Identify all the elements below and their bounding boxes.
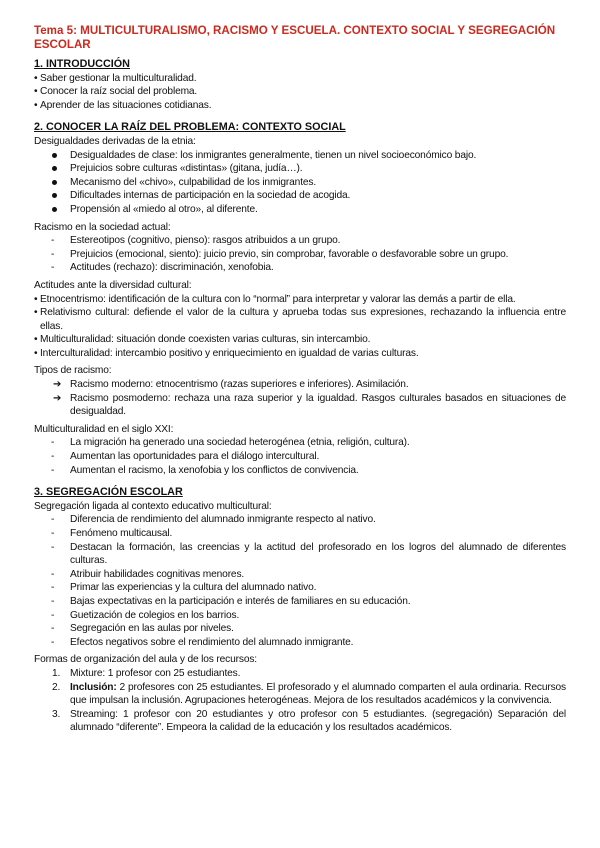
list-item: Propensión al «miedo al otro», al diferente. [34,203,566,217]
formas-list [34,667,566,735]
list-item: Mecanismo del «chivo», culpabilidad de los inmigrantes. [34,176,566,190]
list-item: 2. Inclusión: 2 profesores con 25 estudiantes. El profesorado y el alumnado comparten el aula ordinaria. Recursos que impulsan la inclusión. Agrupaciones heterogéneas. Mejora de los resultados académicos y la convivencia. [52,681,566,707]
bullet-circle-icon [52,180,57,185]
list-item: - Destacan la formación, las creencias y la actitud del profesorado en los logros del alumnado de diferentes culturas. [51,541,566,567]
bullet-dot: • [34,72,38,84]
tipos-intro: Tipos de racismo: [34,365,112,377]
racismo-intro: Racismo en la sociedad actual: [34,221,171,233]
actitudes-intro: Actitudes ante la diversidad cultural: [34,279,192,291]
list-item: • Interculturalidad: intercambio positivo y enriquecimiento en igualdad de varias culturas. [34,347,419,359]
list-item: - Guetización de colegios en los barrios. [51,609,240,621]
list-item: - Prejuicios (emocional, siento): juicio previo, sin comprobar, favorable o desfavorable sobre un grupo. [51,248,509,260]
desigualdades-list [34,149,566,217]
list-item: 3. Streaming: 1 profesor con 20 estudiantes y otro profesor con 5 estudiantes. (segregación) Separación del alumnado “diferente”. Empeora la calidad de la educación y los resultados académicos. [52,708,566,734]
heading-introduccion: 1. INTRODUCCIÓN [34,58,130,70]
bullet-dot: • [34,334,38,346]
tipos-list [34,378,566,419]
racismo-list [34,234,566,275]
heading-contexto-social: 2. CONOCER LA RAÍZ DEL PROBLEMA: CONTEXTO SOCIAL [34,121,346,134]
list-item: • Multiculturalidad: situación donde coexisten varias culturas, sin intercambio. [34,334,371,346]
list-item: - Atribuir habilidades cognitivas menores. [51,568,245,580]
list-item: - Fenómeno multicausal. [51,528,173,539]
bullet-circle-icon [52,153,57,158]
ligada-intro: Segregación ligada al contexto educativo multicultural: [34,500,272,512]
list-item: • Aprender de las situaciones cotidianas. [34,99,212,111]
bullet-dash: - [51,623,55,635]
arrow-right-icon: ➔ [53,379,62,391]
list-item: Dificultades internas de participación en la sociedad de acogida. [34,189,566,203]
bullet-dash: - [51,609,55,621]
list-item: - Actitudes (rechazo): discriminación, xenofobia. [51,262,274,274]
bullet-dash: - [51,437,55,449]
actitudes-list [34,293,566,361]
list-item: - La migración ha generado una sociedad heterogénea (etnia, religión, cultura). [51,437,410,449]
list-item: ➔ Racismo posmoderno: rechaza una raza superior y la igualdad. Rasgos culturales basados en situaciones de desigualdad. [53,392,566,418]
list-item: ➔ Racismo moderno: etnocentrismo (razas superiores e inferiores). Asimilación. [53,379,409,391]
bullet-dot: • [34,293,38,305]
list-item: • Etnocentrismo: identificación de la cultura con lo “normal” para interpretar y valorar las demás a partir de ella. [34,293,516,305]
bullet-dash: - [51,541,55,553]
bullet-dash: - [51,568,55,580]
formas-intro: Formas de organización del aula y de los recursos: [34,654,257,666]
bullet-dash: - [51,514,55,526]
bullet-circle-icon [52,207,57,212]
ligada-list [34,513,566,649]
bullet-circle-icon [52,193,57,198]
bullet-dash: - [51,636,55,648]
siglo-list [34,436,566,477]
bullet-dot: • [34,86,38,98]
bullet-dot: • [34,99,38,111]
list-item: - Aumentan las oportunidades para el diálogo intercultural. [51,451,320,463]
list-item: - Aumentan el racismo, la xenofobia y los conflictos de convivencia. [51,464,359,476]
list-item: - Segregación en las aulas por niveles. [51,623,234,635]
bullet-dash: - [51,451,55,463]
bullet-dash: - [51,235,55,247]
desigualdades-intro: Desigualdades derivadas de la etnia: [34,135,196,147]
list-item: - Efectos negativos sobre el rendimiento del alumnado inmigrante. [51,636,354,648]
list-item: - Bajas expectativas en la participación e interés de familiares en su educación. [51,595,411,607]
bullet-circle-icon [52,166,57,171]
bullet-dash: - [51,464,55,476]
document-title: Tema 5: MULTICULTURALISMO, RACISMO Y ESCUELA. CONTEXTO SOCIAL Y SEGREGACIÓN ESCOLAR [34,24,556,51]
list-item: - Estereotipos (cognitivo, pienso): rasgos atribuidos a un grupo. [51,235,341,247]
list-item: - Diferencia de rendimiento del alumnado inmigrante respecto al nativo. [51,514,376,526]
list-item: • Conocer la raíz social del problema. [34,86,198,98]
list-item: • Saber gestionar la multiculturalidad. [34,72,197,84]
intro-list [34,72,566,113]
bullet-dash: - [51,248,55,260]
list-item: Desigualdades de clase: los inmigrantes generalmente, tienen un nivel socioeconómico bajo. [34,149,566,163]
bullet-dash: - [51,528,55,539]
heading-segregacion-escolar: 3. SEGREGACIÓN ESCOLAR [34,486,183,499]
list-item: - Primar las experiencias y la cultura del alumnado nativo. [51,582,317,594]
bullet-dot: • [34,347,38,359]
list-item: Prejuicios sobre culturas «distintas» (gitana, judía…). [34,162,566,176]
bullet-dash: - [51,595,55,607]
bullet-dot: • [34,307,38,319]
bullet-dash: - [51,262,55,274]
document-page [34,24,566,735]
list-item: 1. Mixture: 1 profesor con 25 estudiantes. [52,667,241,679]
siglo-intro: Multiculturalidad en el siglo XXI: [34,423,174,435]
bullet-dash: - [51,582,55,594]
list-item: • Relativismo cultural: defiende el valor de la cultura y aprueba todas sus expresiones, rechazando la influencia entre ellas. [34,307,566,332]
arrow-right-icon: ➔ [53,392,62,404]
